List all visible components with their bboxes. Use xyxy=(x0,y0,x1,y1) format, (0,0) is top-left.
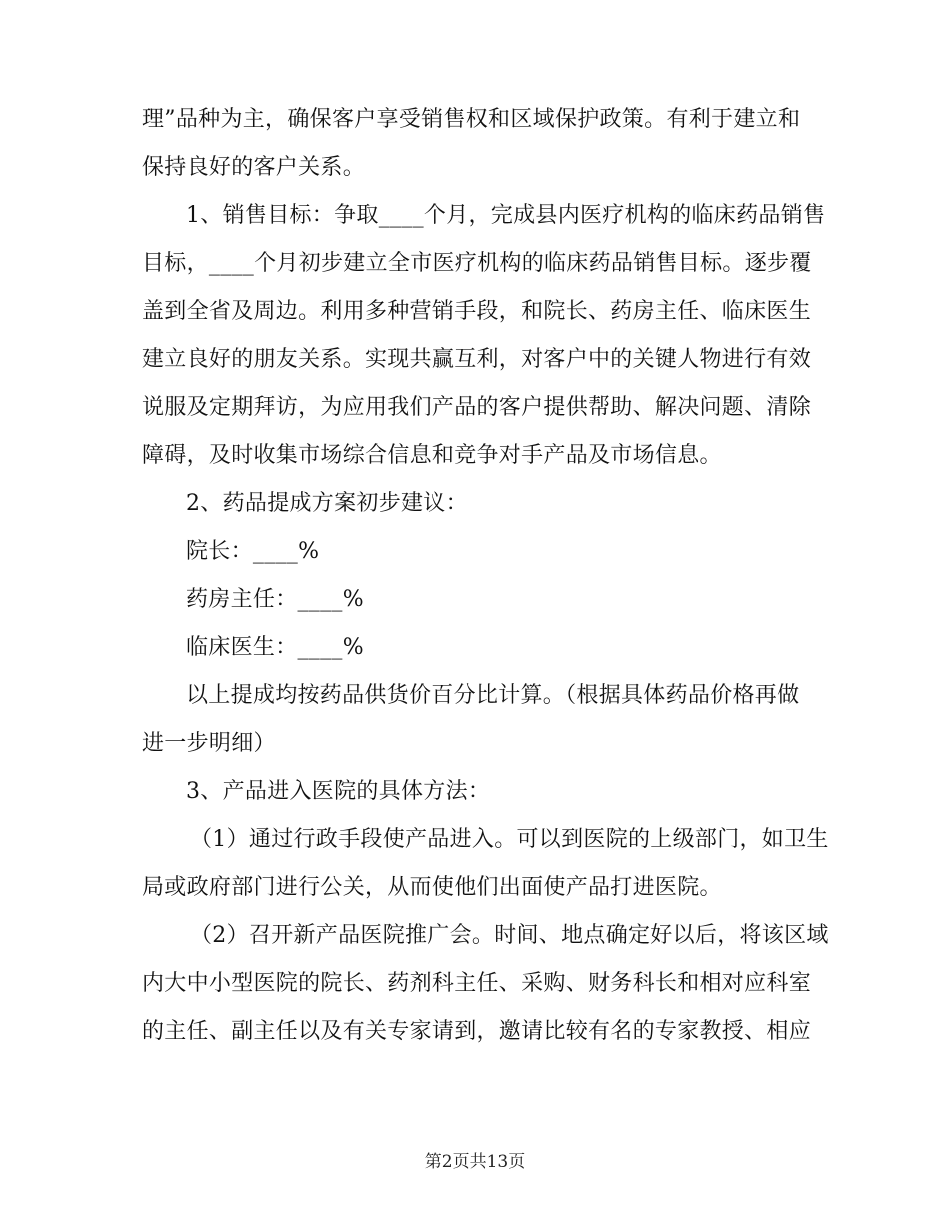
commission-item-director: 院长：____% xyxy=(186,539,320,564)
paragraph-line: 障碍，及时收集市场综合信息和竞争对手产品及市场信息。 xyxy=(142,443,722,468)
paragraph-line: 理”品种为主，确保客户享受销售权和区域保护政策。有利于建立和 xyxy=(142,107,801,132)
paragraph-line: 1、销售目标：争取____个月，完成县内医疗机构的临床药品销售 xyxy=(186,203,826,228)
section-heading: 2、药品提成方案初步建议： xyxy=(186,491,468,516)
paragraph-line: 局或政府部门进行公关，从而使他们出面使产品打进医院。 xyxy=(142,875,722,900)
commission-item-clinician: 临床医生：____% xyxy=(186,635,364,660)
section-heading: 3、产品进入医院的具体方法： xyxy=(186,779,491,804)
paragraph-line: 进一步明细） xyxy=(142,731,276,756)
paragraph-line: 目标，____个月初步建立全市医疗机构的临床药品销售目标。逐步覆 xyxy=(142,251,812,276)
page-number-footer: 第2页共13页 xyxy=(424,1152,526,1172)
paragraph-line: 保持良好的客户关系。 xyxy=(142,155,366,180)
paragraph-line: （1）通过行政手段使产品进入。可以到医院的上级部门，如卫生 xyxy=(190,827,829,852)
paragraph-line: 说服及定期拜访，为应用我们产品的客户提供帮助、解决问题、清除 xyxy=(142,395,812,420)
paragraph-line: 建立良好的朋友关系。实现共赢互利，对客户中的关键人物进行有效 xyxy=(142,347,812,372)
paragraph-line: 盖到全省及周边。利用多种营销手段，和院长、药房主任、临床医生 xyxy=(142,299,812,324)
paragraph-line: （2）召开新产品医院推广会。时间、地点确定好以后，将该区域 xyxy=(190,923,829,948)
commission-item-pharmacy: 药房主任：____% xyxy=(186,587,364,612)
paragraph-line: 内大中小型医院的院长、药剂科主任、采购、财务科长和相对应科室 xyxy=(142,971,812,996)
document-body xyxy=(142,96,829,1056)
paragraph-line: 的主任、副主任以及有关专家请到，邀请比较有名的专家教授、相应 xyxy=(142,1019,812,1044)
paragraph-line: 以上提成均按药品供货价百分比计算。（根据具体药品价格再做 xyxy=(186,683,800,708)
